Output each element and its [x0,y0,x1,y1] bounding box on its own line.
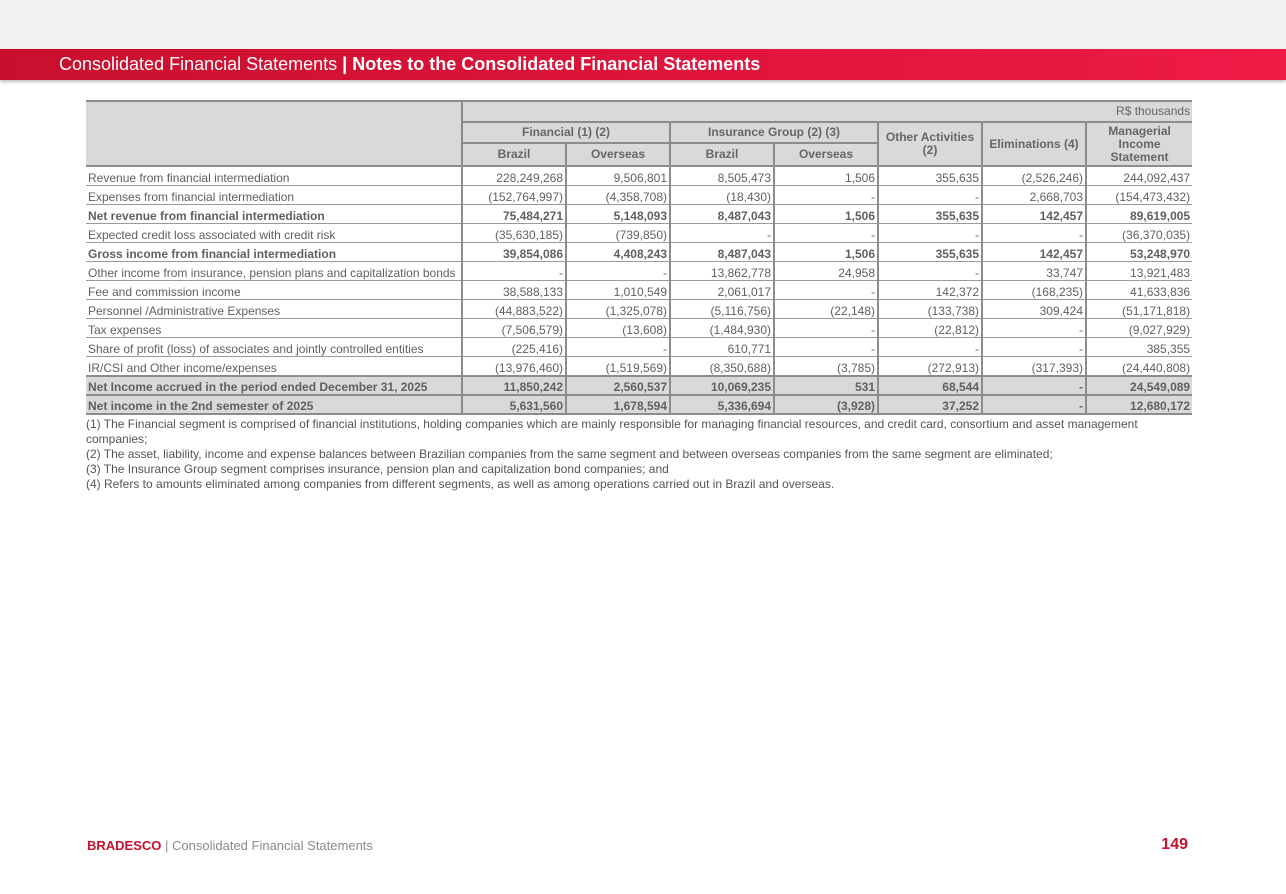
value-cell: 2,668,703 [982,186,1086,205]
table-row [86,338,1192,357]
header-insurance: Insurance Group (2) (3) [670,122,878,143]
value-cell: (13,608) [566,319,670,338]
table-row [86,319,1192,338]
value-cell: - [670,224,774,243]
row-label: Personnel /Administrative Expenses [86,300,462,319]
banner-title [59,49,760,80]
value-cell: 355,635 [878,243,982,262]
table-row [86,281,1192,300]
table-row [86,300,1192,319]
value-cell: 5,336,694 [670,395,774,414]
value-cell: - [982,319,1086,338]
value-cell: 2,061,017 [670,281,774,300]
value-cell: - [462,262,566,281]
header-insurance-overseas: Overseas [774,143,878,166]
value-cell: 37,252 [878,395,982,414]
value-cell: (1,484,930) [670,319,774,338]
value-cell: - [774,319,878,338]
footnote: (2) The asset, liability, income and expense balances between Brazilian companies from the same segment and between overseas companies from the same segment are eliminated; [86,447,1053,461]
value-cell: - [878,224,982,243]
value-cell: 9,506,801 [566,166,670,186]
section-banner [0,49,1286,80]
value-cell: (36,370,035) [1086,224,1192,243]
segment-income-table [86,100,1192,415]
value-cell: 24,958 [774,262,878,281]
value-cell: - [982,338,1086,357]
value-cell: (44,883,522) [462,300,566,319]
header-financial: Financial (1) (2) [462,122,670,143]
value-cell: 531 [774,376,878,395]
unit-label: R$ thousands [462,101,1192,122]
header-financial-overseas: Overseas [566,143,670,166]
value-cell: 142,372 [878,281,982,300]
value-cell: (9,027,929) [1086,319,1192,338]
value-cell: (5,116,756) [670,300,774,319]
value-cell: (22,148) [774,300,878,319]
value-cell: (225,416) [462,338,566,357]
value-cell: - [982,395,1086,414]
value-cell: (1,325,078) [566,300,670,319]
value-cell: (154,473,432) [1086,186,1192,205]
header-financial-brazil: Brazil [462,143,566,166]
banner-section: Consolidated Financial Statements [59,54,338,74]
value-cell: 89,619,005 [1086,205,1192,224]
value-cell: (1,519,569) [566,357,670,377]
row-label: Tax expenses [86,319,462,338]
value-cell: 8,487,043 [670,205,774,224]
table-row [86,224,1192,243]
value-cell: 8,505,473 [670,166,774,186]
value-cell: 41,633,836 [1086,281,1192,300]
value-cell: - [774,186,878,205]
row-label: Net revenue from financial intermediation [86,205,462,224]
table-body [86,166,1192,414]
value-cell: 39,854,086 [462,243,566,262]
value-cell: 142,457 [982,243,1086,262]
value-cell: (51,171,818) [1086,300,1192,319]
value-cell: (3,785) [774,357,878,377]
value-cell: (3,928) [774,395,878,414]
value-cell: 75,484,271 [462,205,566,224]
value-cell: 385,355 [1086,338,1192,357]
value-cell: (317,393) [982,357,1086,377]
value-cell: (24,440,808) [1086,357,1192,377]
value-cell: 1,678,594 [566,395,670,414]
value-cell: (168,235) [982,281,1086,300]
row-label: IR/CSI and Other income/expenses [86,357,462,377]
value-cell: - [774,281,878,300]
value-cell: - [878,262,982,281]
banner-separator: | [337,54,353,74]
header-managerial: Managerial Income Statement [1086,122,1192,166]
value-cell: 1,506 [774,243,878,262]
value-cell: (8,350,688) [670,357,774,377]
value-cell: - [774,224,878,243]
page-number: 149 [1161,836,1188,853]
value-cell: (272,913) [878,357,982,377]
value-cell: 1,010,549 [566,281,670,300]
row-label: Fee and commission income [86,281,462,300]
value-cell: 1,506 [774,166,878,186]
row-label: Net Income accrued in the period ended December 31, 2025 [86,376,462,395]
header-blank-cell [86,101,462,166]
table-total-row [86,376,1192,395]
value-cell: 13,862,778 [670,262,774,281]
row-label: Other income from insurance, pension plans and capitalization bonds [86,262,462,281]
value-cell: 355,635 [878,205,982,224]
row-label: Net income in the 2nd semester of 2025 [86,395,462,414]
value-cell: 244,092,437 [1086,166,1192,186]
value-cell: - [878,338,982,357]
value-cell: 309,424 [982,300,1086,319]
footnote: (3) The Insurance Group segment comprises insurance, pension plan and capitalization bond companies; and [86,462,669,476]
value-cell: (7,506,579) [462,319,566,338]
row-label: Expenses from financial intermediation [86,186,462,205]
value-cell: - [774,338,878,357]
value-cell: 68,544 [878,376,982,395]
footer-separator: | [161,838,173,853]
value-cell: 10,069,235 [670,376,774,395]
value-cell: 13,921,483 [1086,262,1192,281]
header-insurance-brazil: Brazil [670,143,774,166]
value-cell: (18,430) [670,186,774,205]
value-cell: - [566,262,670,281]
value-cell: (35,630,185) [462,224,566,243]
header-other-activities: Other Activities (2) [878,122,982,166]
value-cell: 8,487,043 [670,243,774,262]
value-cell: 11,850,242 [462,376,566,395]
row-label: Expected credit loss associated with credit risk [86,224,462,243]
row-label: Share of profit (loss) of associates and jointly controlled entities [86,338,462,357]
value-cell: (2,526,246) [982,166,1086,186]
value-cell: (4,358,708) [566,186,670,205]
row-label: Revenue from financial intermediation [86,166,462,186]
value-cell: 53,248,970 [1086,243,1192,262]
value-cell: 5,631,560 [462,395,566,414]
value-cell: 355,635 [878,166,982,186]
table-total-row [86,395,1192,414]
footnotes [86,417,1192,492]
value-cell: (739,850) [566,224,670,243]
value-cell: - [566,338,670,357]
table-row [86,166,1192,186]
footer-doc-title: Consolidated Financial Statements [172,838,373,853]
table-row [86,262,1192,281]
table-row [86,357,1192,377]
segment-table-container [86,100,1192,492]
value-cell: 38,588,133 [462,281,566,300]
value-cell: 610,771 [670,338,774,357]
footnote: (4) Refers to amounts eliminated among companies from different segments, as well as among operations carried out in Brazil and overseas. [86,477,835,491]
value-cell: 12,680,172 [1086,395,1192,414]
value-cell: (13,976,460) [462,357,566,377]
table-header [86,101,1192,166]
table-row [86,205,1192,224]
value-cell: 2,560,537 [566,376,670,395]
row-label: Gross income from financial intermediation [86,243,462,262]
value-cell: 33,747 [982,262,1086,281]
value-cell: (152,764,997) [462,186,566,205]
top-margin [0,0,1286,49]
footer-brand: BRADESCO [87,838,162,853]
header-eliminations: Eliminations (4) [982,122,1086,166]
value-cell: 228,249,268 [462,166,566,186]
value-cell: 4,408,243 [566,243,670,262]
table-row [86,243,1192,262]
footnote: (1) The Financial segment is comprised of financial institutions, holding companies which are mainly responsible for managing financial resources, and credit card, consortium and asset management companies; [86,417,1138,446]
value-cell: (133,738) [878,300,982,319]
page-footer [87,838,373,853]
value-cell: - [878,186,982,205]
value-cell: - [982,376,1086,395]
value-cell: 5,148,093 [566,205,670,224]
value-cell: 24,549,089 [1086,376,1192,395]
table-row [86,186,1192,205]
value-cell: 142,457 [982,205,1086,224]
value-cell: 1,506 [774,205,878,224]
banner-page-title: Notes to the Consolidated Financial Statements [352,54,761,74]
value-cell: - [982,224,1086,243]
value-cell: (22,812) [878,319,982,338]
